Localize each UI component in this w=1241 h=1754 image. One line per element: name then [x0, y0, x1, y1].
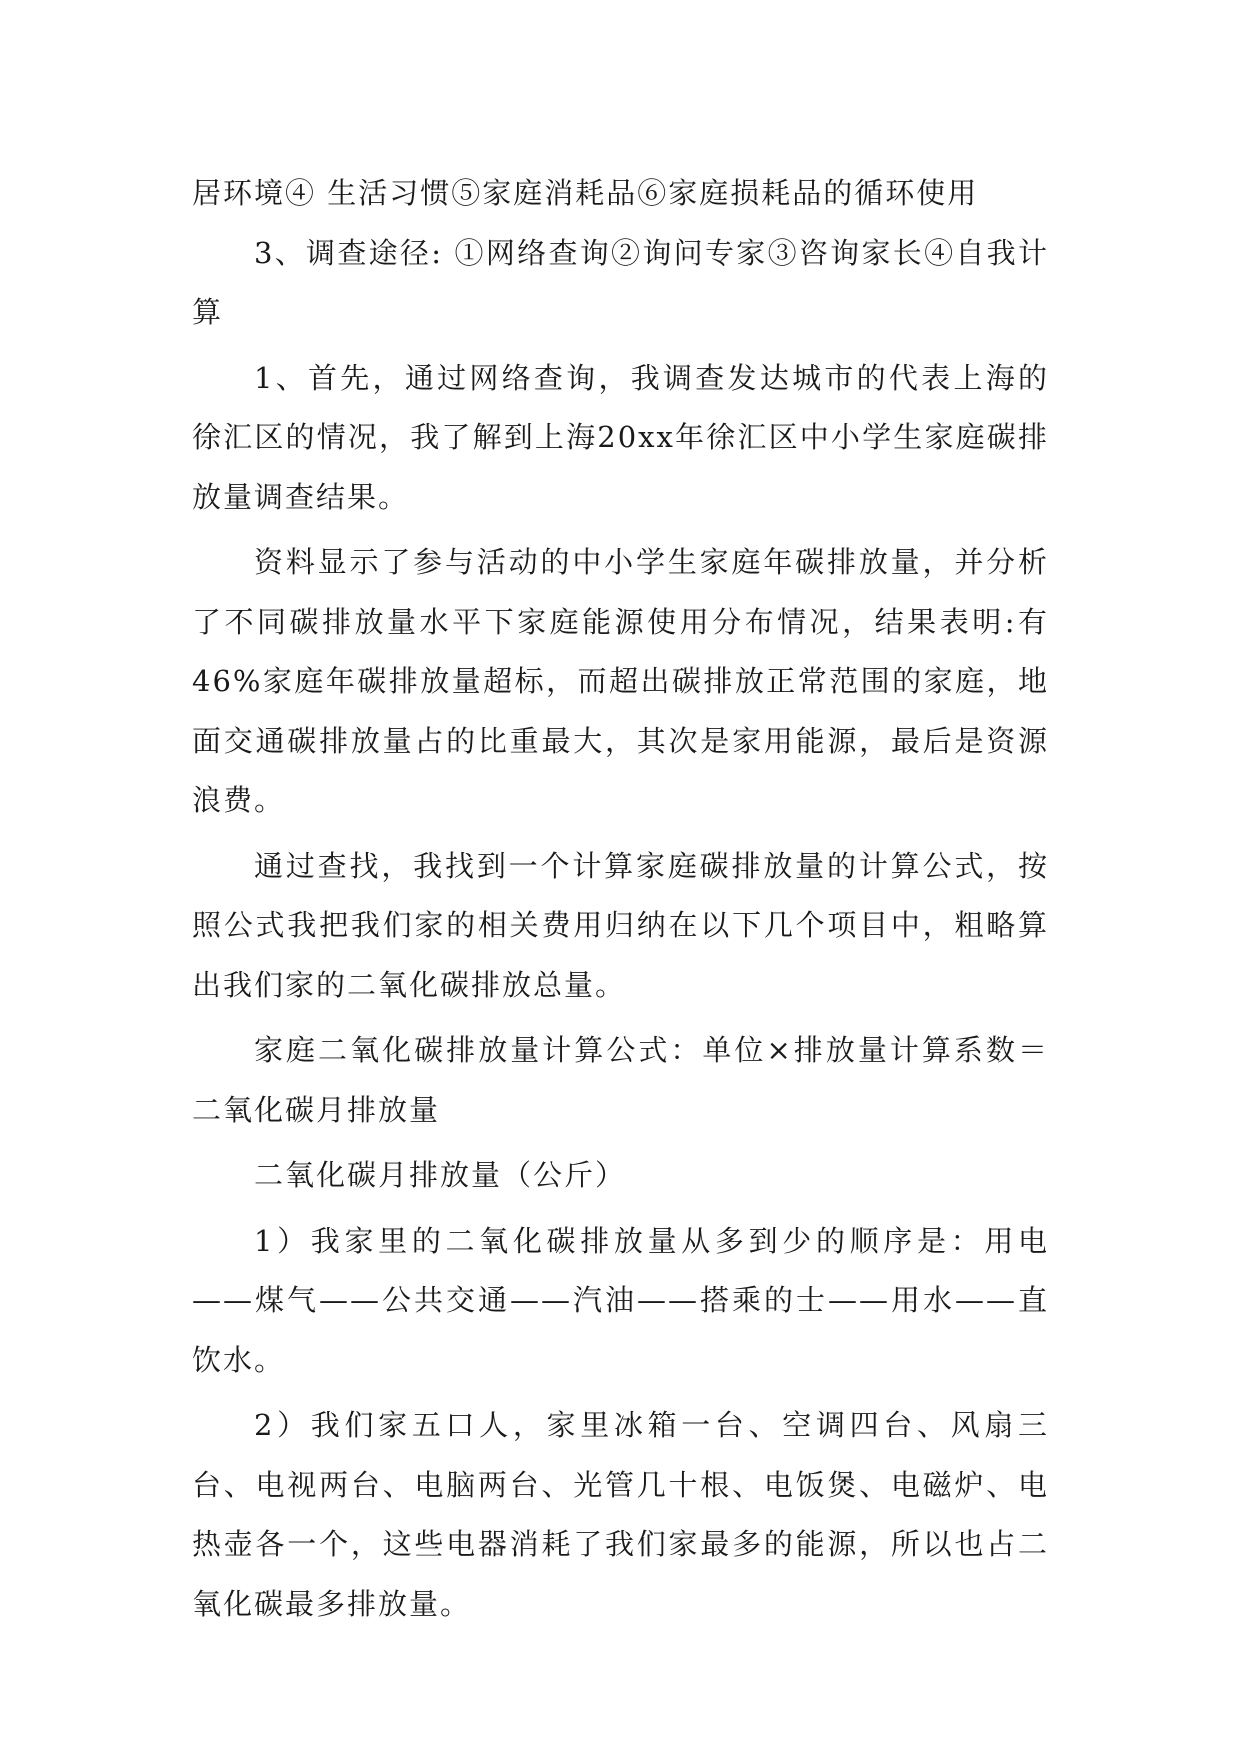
paragraph-monthly-emission-heading: 二氧化碳月排放量（公斤）: [254, 1158, 627, 1192]
paragraph-appliances: 2）我们家五口人，家里冰箱一台、空调四台、风扇三台、电视两台、电脑两台、光管几十根、电饭煲、电磁炉、电热壶各一个，这些电器消耗了我们家最多的能源，所以也占二氧化碳最多排放量。: [192, 1408, 1049, 1621]
paragraph-survey-results: 资料显示了参与活动的中小学生家庭年碳排放量，并分析了不同碳排放量水平下家庭能源使用分布情况，结果表明:有46%家庭年碳排放量超标，而超出碳排放正常范围的家庭，地面交通碳排放量占的比重最大，其次是家用能源，最后是资源浪费。: [192, 545, 1049, 817]
paragraph-living-habits: 居环境④ 生活习惯⑤家庭消耗品⑥家庭损耗品的循环使用: [192, 176, 979, 210]
paragraph-survey-methods: 3、调查途径: ①网络查询②询问专家③咨询家长④自我计算: [192, 235, 1049, 329]
paragraph-shanghai-survey: 1、首先，通过网络查询，我调查发达城市的代表上海的徐汇区的情况，我了解到上海20xx年徐汇区中小学生家庭碳排放量调查结果。: [192, 360, 1049, 514]
document-body: [192, 164, 1049, 1634]
paragraph-formula-intro: 通过查找，我找到一个计算家庭碳排放量的计算公式，按照公式我把我们家的相关费用归纳在以下几个项目中，粗略算出我们家的二氧化碳排放总量。: [192, 848, 1049, 1002]
paragraph-formula: 家庭二氧化碳排放量计算公式：单位×排放量计算系数＝二氧化碳月排放量: [192, 1033, 1049, 1127]
paragraph-emission-order: 1）我家里的二氧化碳排放量从多到少的顺序是：用电——煤气——公共交通——汽油——搭乘的士——用水——直饮水。: [192, 1223, 1049, 1377]
